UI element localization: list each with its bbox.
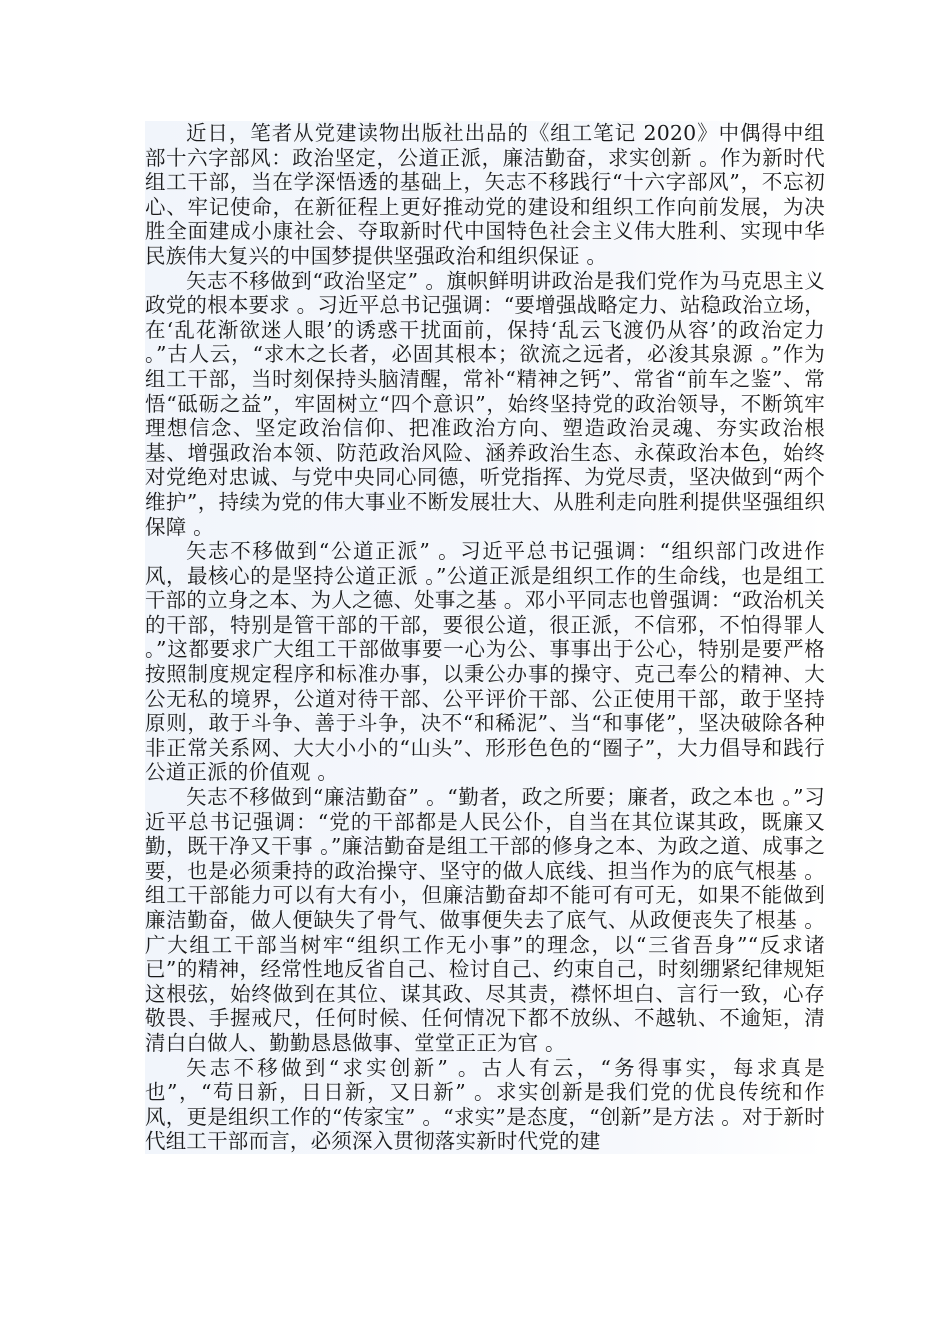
paragraph-pragmatic-innovation: 矢志不移做到“求实创新” 。古人有云，“务得事实，每求真是也”，“苟日新，日日新，又日新” 。求实创新是我们党的优良传统和作风，更是组织工作的“传家宝” 。“求实”是态度，“创新”是方法 。对于新时代组工干部而言，必须深入贯彻落实新时代党的建 xyxy=(145,1055,825,1154)
paragraph-fairness-integrity: 矢志不移做到“公道正派” 。习近平总书记强调：“组织部门改进作风，最核心的是坚持公道正派 。”公道正派是组织工作的生命线，也是组工干部的立身之本、为人之德、处事之基 。邓小平同志也曾强调：“政治机关的干部，特别是管干部的干部，要很公道，很正派，不信邪，不怕得罪人 。”这都要求广大组工干部做事要一心为公、事事出于公心，特别是要严格按照制度规定程序和标准办事，以秉公办事的操守、克己奉公的精神、大公无私的境界，公道对待干部、公平评价干部、公正使用干部，敢于坚持原则，敢于斗争、善于斗争，决不“和稀泥”、当“和事佬”，坚决破除各种非正常关系网、大大小小的“山头”、形形色色的“圈子”，大力倡导和践行公道正派的价值观 。 xyxy=(145,539,825,785)
paragraph-political-firmness: 矢志不移做到“政治坚定” 。旗帜鲜明讲政治是我们党作为马克思主义政党的根本要求 。习近平总书记强调：“要增强战略定力、站稳政治立场，在‘乱花渐欲迷人眼’的诱惑干扰面前，保持‘乱云飞渡仍从容’的政治定力 。”古人云，“求木之长者，必固其根本；欲流之远者，必浚其泉源 。”作为组工干部，当时刻保持头脑清醒，常补“精神之钙”、常省“前车之鉴”、常悟“砥砺之益”，牢固树立“四个意识”，始终坚持党的政治领导，不断筑牢理想信念、坚定政治信仰、把准政治方向、塑造政治灵魂、夯实政治根基、增强政治本领、防范政治风险、涵养政治生态、永葆政治本色，始终对党绝对忠诚、与党中央同心同德，听党指挥、为党尽责，坚决做到“两个维护”，持续为党的伟大事业不断发展壮大、从胜利走向胜利提供坚强组织保障 。 xyxy=(145,268,825,539)
paragraph-honesty-diligence: 矢志不移做到“廉洁勤奋” 。“勤者，政之所要；廉者，政之本也 。”习近平总书记强调：“党的干部都是人民公仆，自当在其位谋其政，既廉又勤，既干净又干事 。”廉洁勤奋是组工干部的修身之本、为政之道、成事之要，也是必须秉持的政治操守、坚守的做人底线、担当作为的底气根基 。组工干部能力可以有大有小，但廉洁勤奋却不能可有可无，如果不能做到廉洁勤奋，做人便缺失了骨气、做事便失去了底气、从政便丧失了根基 。广大组工干部当树牢“组织工作无小事”的理念，以“三省吾身”“反求诸已”的精神，经常性地反省自己、检讨自己、约束自己，时刻绷紧纪律规矩这根弦，始终做到在其位、谋其政、尽其责，襟怀坦白、言行一致，心存敬畏、手握戒尺，任何时候、任何情况下都不放纵、不越轨、不逾矩，清清白白做人、勤勤恳恳做事、堂堂正正为官 。 xyxy=(145,785,825,1055)
paragraph-intro: 近日，笔者从党建读物出版社出品的《组工笔记 2020》中偶得中组部十六字部风：政治坚定，公道正派，廉洁勤奋，求实创新 。作为新时代组工干部，当在学深悟透的基础上，矢志不移践行“十六字部风”，不忘初心、牢记使命，在新征程上更好推动党的建设和组织工作向前发展，为决胜全面建成小康社会、夺取新时代中国特色社会主义伟大胜利、实现中华民族伟大复兴的中国梦提供坚强政治和组织保证 。 xyxy=(145,121,825,268)
article-body xyxy=(145,121,825,1154)
